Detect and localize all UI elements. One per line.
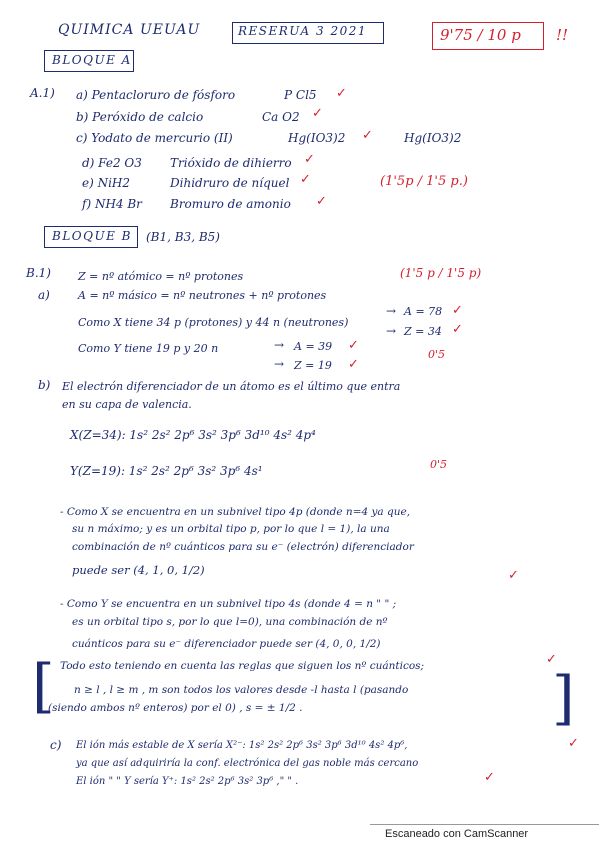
check-icon: ✓ — [316, 194, 327, 209]
scanner-watermark: Escaneado con CamScanner — [385, 828, 529, 840]
y-explanation-line2: es un orbital tipo s, por lo que l=0), una combinación de nº — [72, 616, 388, 628]
part-a-label: a) — [38, 288, 50, 302]
bloque-b-choice: (B1, B3, B5) — [146, 230, 220, 244]
y-explanation-line3: cuánticos para su e⁻ diferenciador puede ser (4, 0, 0, 1/2) — [72, 638, 381, 650]
bloque-a-label: A.1) — [30, 86, 55, 100]
check-icon: ✓ — [452, 303, 463, 318]
x-mass-number: A = 78 — [404, 305, 443, 318]
item-f-text: f) NH4 Br — [82, 197, 142, 211]
bracket-right: ] — [552, 664, 575, 732]
b-text-line1: El electrón diferenciador de un átomo es el último que entra — [62, 380, 401, 393]
item-f-formula: Bromuro de amonio — [170, 197, 291, 211]
c-text-line2: ya que así adquiriría la conf. electrónica del gas noble más cercano — [76, 758, 419, 769]
x-explanation-line4: puede ser (4, 1, 0, 1/2) — [72, 563, 205, 577]
item-c-formula: Hg(IO3)2 — [288, 131, 346, 145]
check-icon: ✓ — [300, 172, 311, 187]
check-icon: ✓ — [348, 338, 359, 353]
a-definition: A = nº másico = nº neutrones + nº protones — [78, 289, 327, 302]
arrow-right-icon: → — [274, 338, 285, 352]
part-a-score: 0'5 — [428, 348, 446, 361]
check-icon: ✓ — [304, 152, 315, 167]
b1-label: B.1) — [26, 266, 51, 280]
check-icon: ✓ — [546, 652, 557, 667]
x-explanation-line3: combinación de nº cuánticos para su e⁻ (electrón) diferenciador — [72, 541, 414, 553]
rules-line1: Todo esto teniendo en cuenta las reglas que siguen los nº cuánticos; — [60, 660, 425, 672]
scanner-footer — [0, 820, 599, 848]
item-c-alt-formula: Hg(IO3)2 — [404, 131, 462, 145]
item-a-formula: P Cl5 — [284, 88, 317, 102]
b1-score: (1'5 p / 1'5 p) — [400, 266, 482, 280]
item-e-formula: Dihidruro de níquel — [170, 176, 290, 190]
check-icon: ✓ — [312, 106, 323, 121]
arrow-right-icon: → — [274, 357, 285, 371]
x-atomic-number: Z = 34 — [404, 325, 442, 338]
x-particles: Como X tiene 34 p (protones) y 44 n (neutrones) — [78, 316, 349, 329]
check-icon: ✓ — [484, 770, 495, 785]
bloque-a-score: (1'5p / 1'5 p.) — [380, 174, 468, 189]
part-b-label: b) — [38, 378, 51, 392]
item-c-text: c) Yodato de mercurio (II) — [76, 131, 233, 145]
x-explanation-line1: - Como X se encuentra en un subnivel tipo 4p (donde n=4 ya que, — [60, 506, 411, 518]
item-a-text: a) Pentacloruro de fósforo — [76, 88, 236, 102]
bracket-left: [ — [32, 652, 55, 720]
check-icon: ✓ — [362, 128, 373, 143]
y-electron-config: Y(Z=19): 1s² 2s² 2p⁶ 3s² 3p⁶ 4s¹ — [70, 464, 263, 478]
arrow-right-icon: → — [386, 304, 397, 318]
rules-line2: n ≥ l , l ≥ m , m son todos los valores desde -l hasta l (pasando — [74, 684, 409, 696]
footer-divider — [370, 824, 599, 825]
check-icon: ✓ — [508, 568, 519, 583]
y-mass-number: A = 39 — [294, 340, 333, 353]
grade-text: 9'75 / 10 p — [440, 26, 521, 44]
item-b-formula: Ca O2 — [262, 110, 300, 124]
c-text-line1: El ión más estable de X sería X²⁻: 1s² 2s² 2p⁶ 3s² 3p⁶ 3d¹⁰ 4s² 4p⁶, — [76, 740, 408, 751]
x-electron-config: X(Z=34): 1s² 2s² 2p⁶ 3s² 3p⁶ 3d¹⁰ 4s² 4p⁴ — [70, 428, 316, 442]
bloque-b-title: BLOQUE B — [52, 229, 132, 243]
grade-exclamation: !! — [556, 26, 569, 44]
item-d-text: d) Fe2 O3 — [82, 156, 142, 170]
z-definition: Z = nº atómico = nº protones — [78, 270, 244, 283]
arrow-right-icon: → — [386, 324, 397, 338]
b-text-line2: en su capa de valencia. — [62, 398, 192, 411]
part-c-label: c) — [50, 738, 62, 752]
exam-title: RESERUA 3 2021 — [238, 24, 368, 38]
bloque-a-title: BLOQUE A — [52, 53, 132, 67]
part-b-score: 0'5 — [430, 458, 448, 471]
subject-title: QUIMICA UEUAU — [58, 22, 201, 38]
check-icon: ✓ — [568, 736, 579, 751]
item-e-text: e) NiH2 — [82, 176, 131, 190]
item-d-formula: Trióxido de dihierro — [170, 156, 292, 170]
c-text-line3: El ión " " Y sería Y⁺: 1s² 2s² 2p⁶ 3s² 3p⁶ ," " . — [76, 776, 299, 787]
x-explanation-line2: su n máximo; y es un orbital tipo p, por lo que l = 1), la una — [72, 523, 390, 535]
y-particles: Como Y tiene 19 p y 20 n — [78, 342, 219, 355]
check-icon: ✓ — [452, 322, 463, 337]
check-icon: ✓ — [348, 357, 359, 372]
y-atomic-number: Z = 19 — [294, 359, 332, 372]
item-b-text: b) Peróxido de calcio — [76, 110, 204, 124]
rules-line3: (siendo ambos nº enteros) por el 0) , s = ± 1/2 . — [48, 702, 303, 714]
check-icon: ✓ — [336, 86, 347, 101]
y-explanation-line1: - Como Y se encuentra en un subnivel tipo 4s (donde 4 = n " " ; — [60, 598, 397, 610]
